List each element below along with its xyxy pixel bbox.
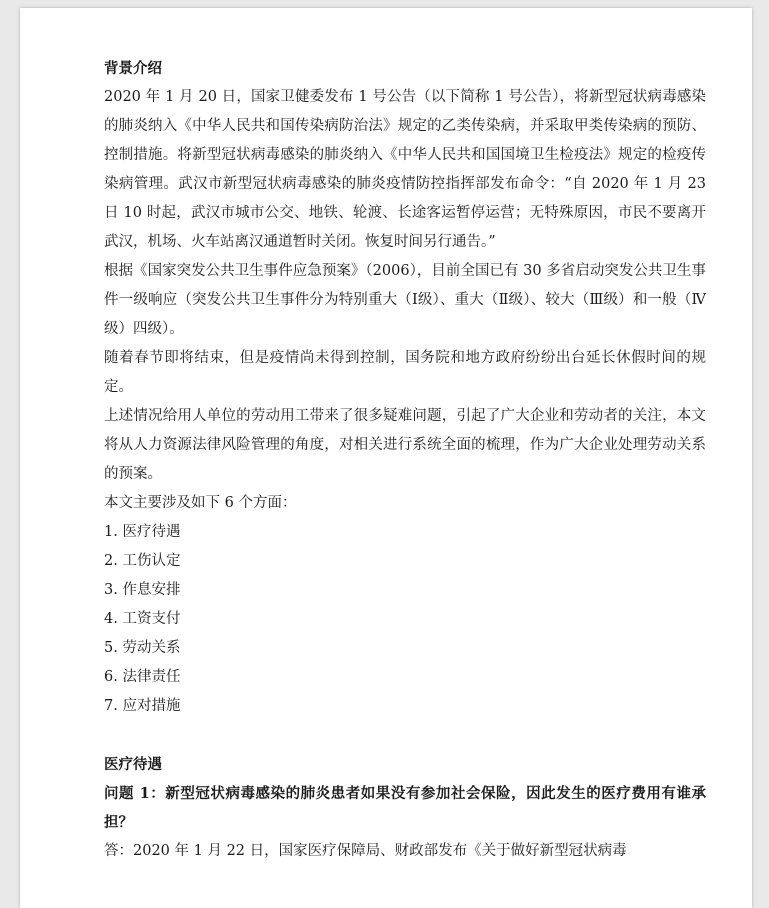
list-item: 5. 劳动关系 (104, 640, 181, 656)
list-item: 4. 工资支付 (104, 611, 181, 627)
paragraph-purpose: 上述情况给用人单位的劳动用工带来了很多疑难问题，引起了广大企业和劳动者的关注，本文将从人力资源法律风险管理的角度，对相关进行系统全面的梳理，作为广大企业处理劳动关系的预案。 (104, 408, 706, 482)
list-item: 3. 作息安排 (104, 582, 181, 598)
list-item: 7. 应对措施 (104, 698, 181, 714)
list-item: 2. 工伤认定 (104, 553, 181, 569)
paragraph-announcement: 2020 年 1 月 20 日，国家卫健委发布 1 号公告（以下简称 1 号公告），将新型冠状病毒感染的肺炎纳入《中华人民共和国传染病防治法》规定的乙类传染病，并采取甲类传染病的预防、控制措施。将新型冠状病毒感染的肺炎纳入《中华人民共和国国境卫生检疫法》规定的检疫传染病管理。武汉市新型冠状病毒感染的肺炎疫情防控指挥部发布命令：“自 2020 年 1 月 23 日 10 时起，武汉市城市公交、地铁、轮渡、长途客运暂停运营；无特殊原因，市民不要离开武汉，机场、火车站离汉通道暂时关闭。恢复时间另行通告。” (104, 89, 706, 250)
section-spacer (104, 721, 706, 750)
answer-1: 答：2020 年 1 月 22 日，国家医疗保障局、财政部发布《关于做好新型冠状病毒 (104, 843, 627, 859)
paragraph-emergency-plan: 根据《国家突发公共卫生事件应急预案》（2006），目前全国已有 30 多省启动突发公共卫生事件一级响应（突发公共卫生事件分为特别重大（Ⅰ级）、重大（Ⅱ级）、较大（Ⅲ级）和一般（Ⅳ级）四级）。 (104, 263, 706, 337)
paragraph-list-intro: 本文主要涉及如下 6 个方面： (104, 495, 297, 511)
topic-list (104, 518, 706, 721)
list-item: 1. 医疗待遇 (104, 524, 181, 540)
list-item: 6. 法律责任 (104, 669, 181, 685)
question-1: 问题 1：新型冠状病毒感染的肺炎患者如果没有参加社会保险，因此发生的医疗费用有谁承担？ (104, 785, 706, 831)
section-heading-background: 背景介绍 (104, 60, 162, 77)
document-content (104, 54, 706, 866)
paragraph-holiday-extension: 随着春节即将结束，但是疫情尚未得到控制，国务院和地方政府纷纷出台延长休假时间的规定。 (104, 350, 706, 395)
document-page (20, 8, 752, 908)
section-heading-medical: 医疗待遇 (104, 756, 162, 773)
